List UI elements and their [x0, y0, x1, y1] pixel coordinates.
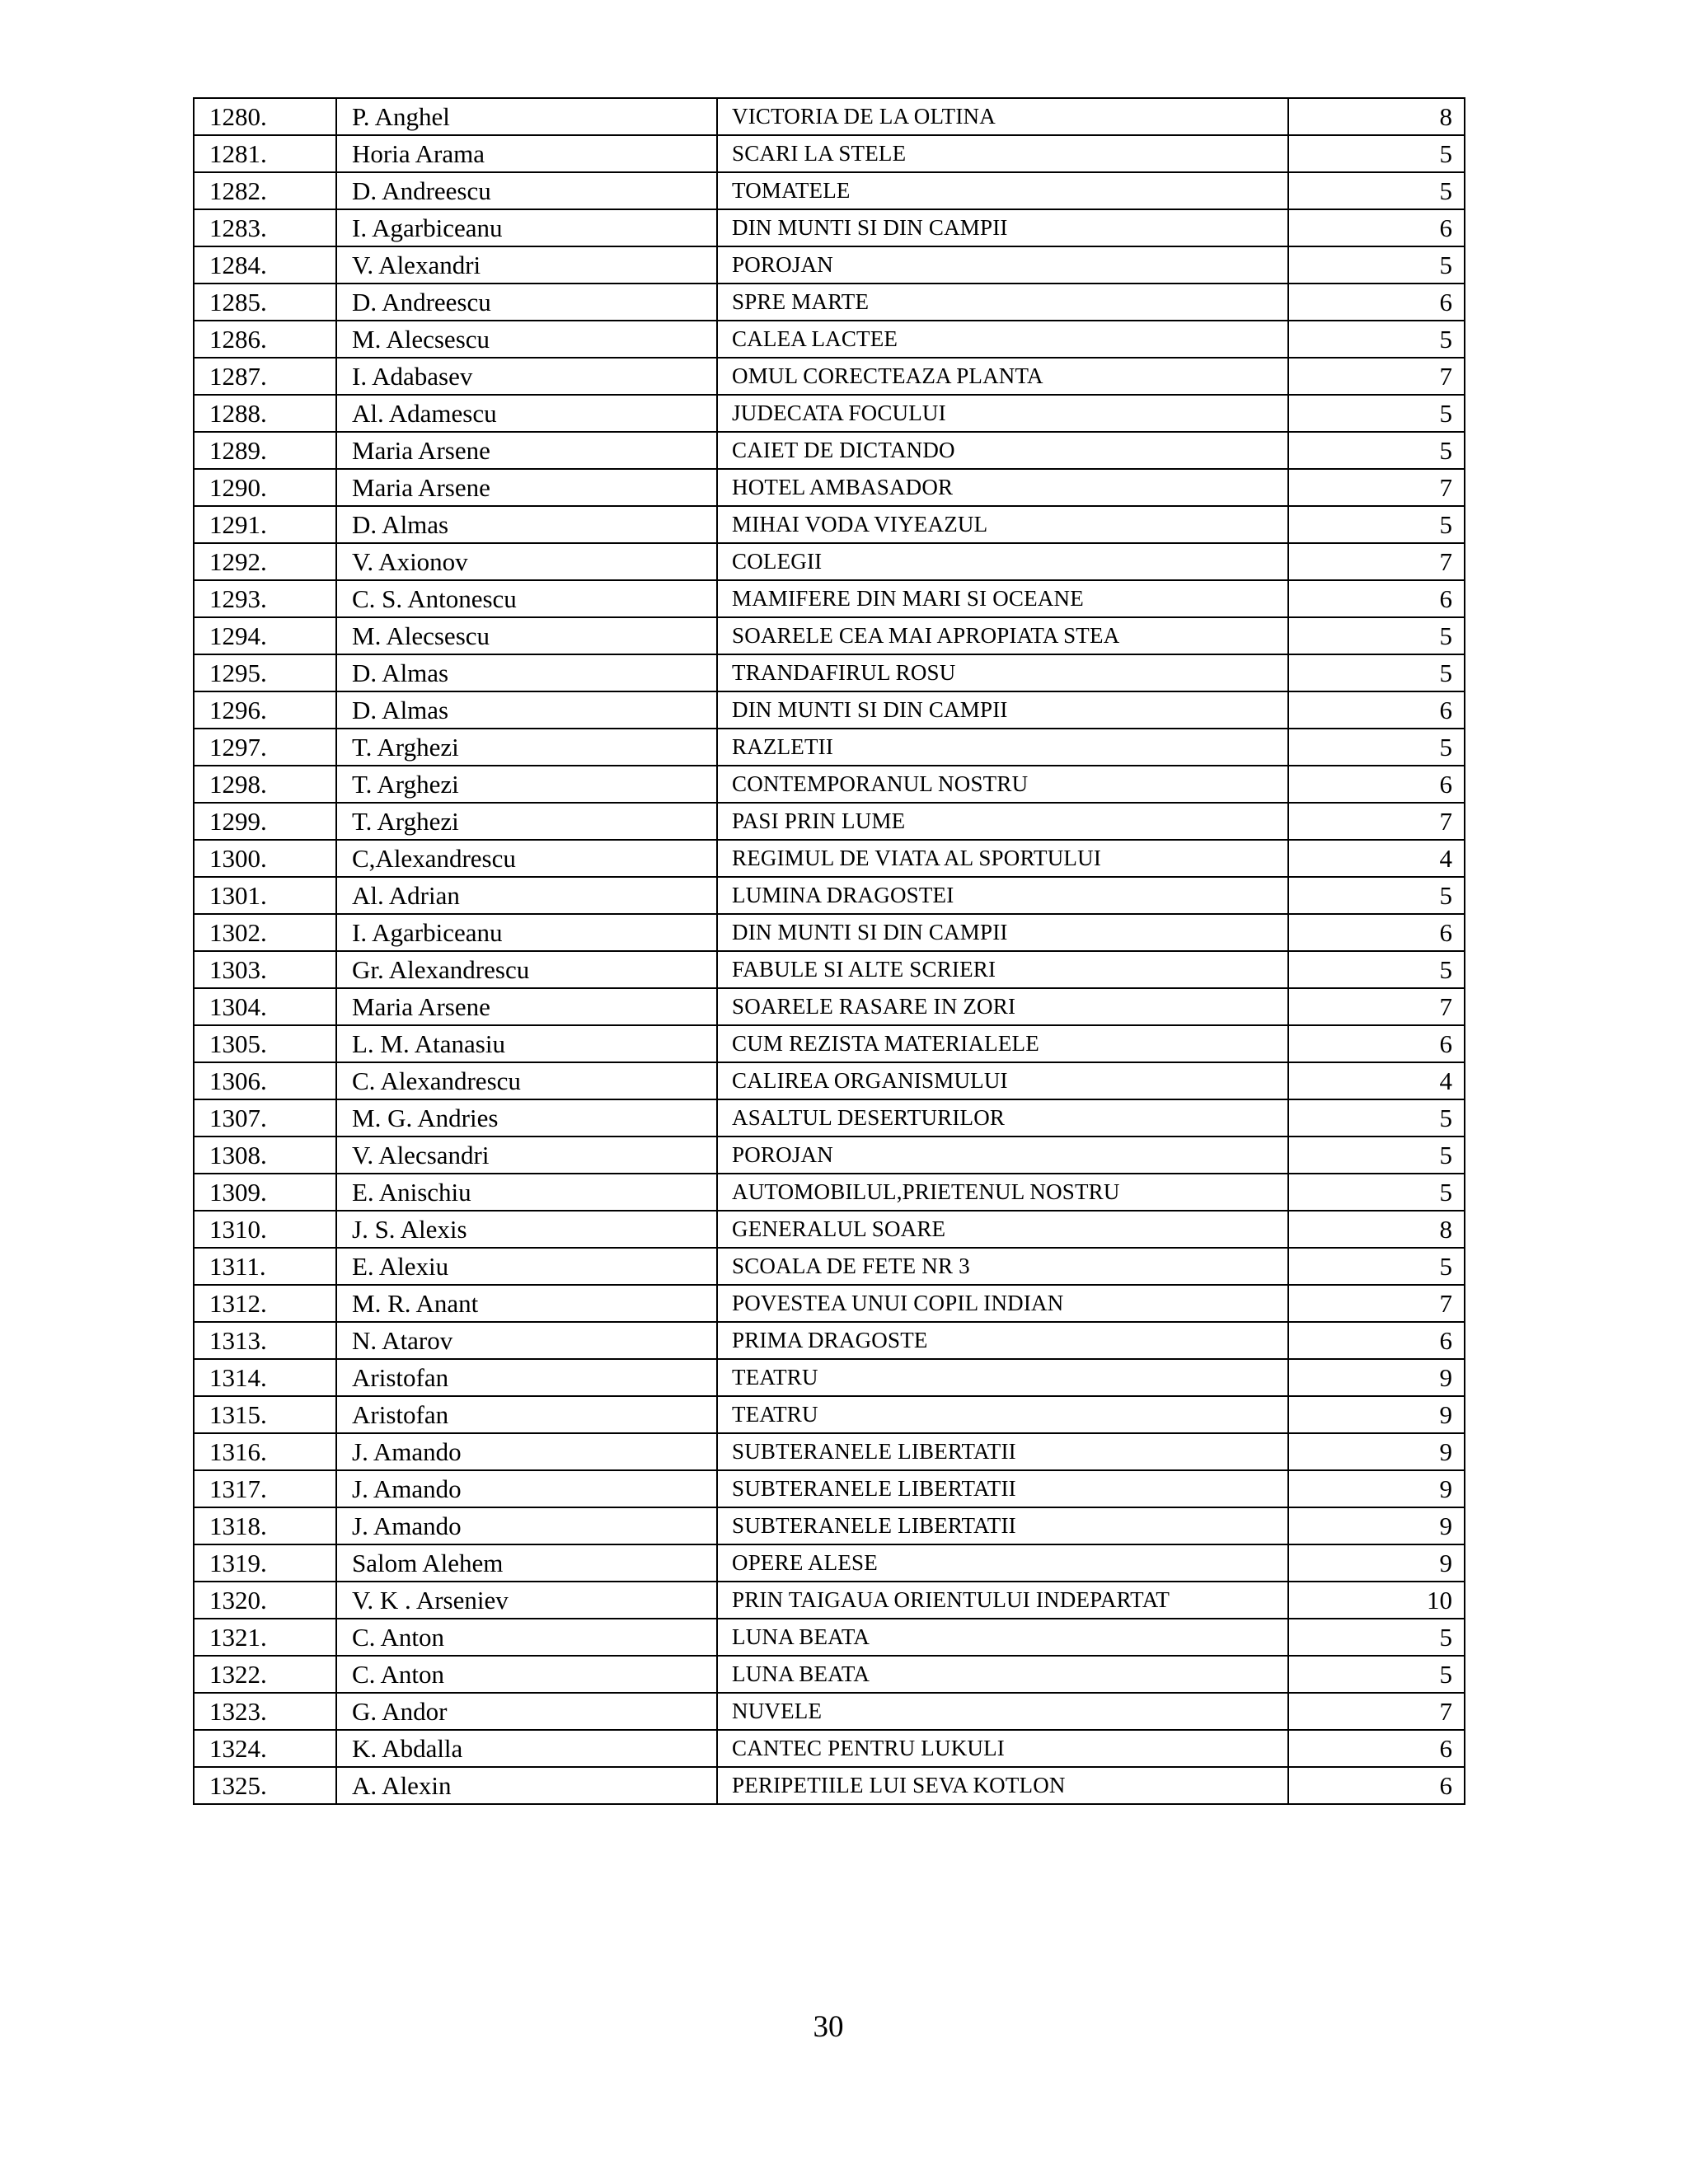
count-cell: 9: [1288, 1396, 1465, 1433]
count-cell: 6: [1288, 1730, 1465, 1767]
title-cell: OMUL CORECTEAZA PLANTA: [717, 358, 1288, 395]
table-row: [194, 506, 1465, 543]
title-cell: CALEA LACTEE: [717, 321, 1288, 358]
table-row: [194, 1693, 1465, 1730]
table-row: [194, 543, 1465, 580]
row-number-cell: 1318.: [194, 1507, 336, 1544]
row-number-cell: 1297.: [194, 729, 336, 766]
author-cell: C. S. Antonescu: [336, 580, 717, 617]
table-row: [194, 1619, 1465, 1656]
row-number-cell: 1304.: [194, 988, 336, 1025]
title-cell: REGIMUL DE VIATA AL SPORTULUI: [717, 840, 1288, 877]
table-row: [194, 654, 1465, 691]
count-cell: 5: [1288, 506, 1465, 543]
title-cell: TEATRU: [717, 1359, 1288, 1396]
table-row: [194, 1174, 1465, 1211]
row-number-cell: 1306.: [194, 1062, 336, 1099]
row-number-cell: 1308.: [194, 1137, 336, 1174]
count-cell: 5: [1288, 395, 1465, 432]
row-number-cell: 1299.: [194, 803, 336, 840]
count-cell: 6: [1288, 691, 1465, 729]
title-cell: SUBTERANELE LIBERTATII: [717, 1470, 1288, 1507]
title-cell: ASALTUL DESERTURILOR: [717, 1099, 1288, 1137]
table-row: [194, 172, 1465, 209]
table-row: [194, 580, 1465, 617]
title-cell: CANTEC PENTRU LUKULI: [717, 1730, 1288, 1767]
author-cell: V. Alecsandri: [336, 1137, 717, 1174]
count-cell: 6: [1288, 1322, 1465, 1359]
table-row: [194, 1025, 1465, 1062]
title-cell: NUVELE: [717, 1693, 1288, 1730]
count-cell: 9: [1288, 1507, 1465, 1544]
count-cell: 7: [1288, 469, 1465, 506]
row-number-cell: 1312.: [194, 1285, 336, 1322]
title-cell: MIHAI VODA VIYEAZUL: [717, 506, 1288, 543]
table-row: [194, 209, 1465, 246]
title-cell: POROJAN: [717, 246, 1288, 284]
row-number-cell: 1320.: [194, 1582, 336, 1619]
title-cell: RAZLETII: [717, 729, 1288, 766]
author-cell: N. Atarov: [336, 1322, 717, 1359]
count-cell: 5: [1288, 1099, 1465, 1137]
title-cell: TRANDAFIRUL ROSU: [717, 654, 1288, 691]
author-cell: M. G. Andries: [336, 1099, 717, 1137]
author-cell: L. M. Atanasiu: [336, 1025, 717, 1062]
author-cell: I. Adabasev: [336, 358, 717, 395]
table-row: [194, 1544, 1465, 1582]
count-cell: 5: [1288, 246, 1465, 284]
count-cell: 5: [1288, 1248, 1465, 1285]
title-cell: CALIREA ORGANISMULUI: [717, 1062, 1288, 1099]
table-row: [194, 1582, 1465, 1619]
author-cell: C,Alexandrescu: [336, 840, 717, 877]
count-cell: 5: [1288, 729, 1465, 766]
author-cell: J. S. Alexis: [336, 1211, 717, 1248]
count-cell: 5: [1288, 617, 1465, 654]
title-cell: MAMIFERE DIN MARI SI OCEANE: [717, 580, 1288, 617]
title-cell: SOARELE CEA MAI APROPIATA STEA: [717, 617, 1288, 654]
table-row: [194, 1099, 1465, 1137]
title-cell: GENERALUL SOARE: [717, 1211, 1288, 1248]
count-cell: 7: [1288, 988, 1465, 1025]
table-row: [194, 914, 1465, 951]
row-number-cell: 1313.: [194, 1322, 336, 1359]
table-row: [194, 321, 1465, 358]
table-row: [194, 1730, 1465, 1767]
title-cell: JUDECATA FOCULUI: [717, 395, 1288, 432]
title-cell: CUM REZISTA MATERIALELE: [717, 1025, 1288, 1062]
title-cell: HOTEL AMBASADOR: [717, 469, 1288, 506]
author-cell: Horia Arama: [336, 135, 717, 172]
author-cell: D. Almas: [336, 654, 717, 691]
title-cell: POVESTEA UNUI COPIL INDIAN: [717, 1285, 1288, 1322]
author-cell: Salom Alehem: [336, 1544, 717, 1582]
author-cell: T. Arghezi: [336, 729, 717, 766]
count-cell: 6: [1288, 284, 1465, 321]
count-cell: 5: [1288, 135, 1465, 172]
table-row: [194, 988, 1465, 1025]
inventory-table: [193, 97, 1465, 1805]
row-number-cell: 1325.: [194, 1767, 336, 1804]
count-cell: 6: [1288, 1767, 1465, 1804]
author-cell: M. Alecsescu: [336, 617, 717, 654]
author-cell: E. Alexiu: [336, 1248, 717, 1285]
author-cell: Maria Arsene: [336, 469, 717, 506]
author-cell: Al. Adrian: [336, 877, 717, 914]
row-number-cell: 1317.: [194, 1470, 336, 1507]
author-cell: C. Anton: [336, 1619, 717, 1656]
count-cell: 5: [1288, 1656, 1465, 1693]
count-cell: 5: [1288, 321, 1465, 358]
row-number-cell: 1285.: [194, 284, 336, 321]
title-cell: LUMINA DRAGOSTEI: [717, 877, 1288, 914]
row-number-cell: 1301.: [194, 877, 336, 914]
author-cell: I. Agarbiceanu: [336, 914, 717, 951]
count-cell: 5: [1288, 172, 1465, 209]
row-number-cell: 1287.: [194, 358, 336, 395]
table-row: [194, 246, 1465, 284]
row-number-cell: 1311.: [194, 1248, 336, 1285]
row-number-cell: 1305.: [194, 1025, 336, 1062]
count-cell: 6: [1288, 580, 1465, 617]
author-cell: D. Andreescu: [336, 284, 717, 321]
author-cell: V. K . Arseniev: [336, 1582, 717, 1619]
table-row: [194, 98, 1465, 135]
author-cell: D. Almas: [336, 691, 717, 729]
table-row: [194, 1767, 1465, 1804]
title-cell: DIN MUNTI SI DIN CAMPII: [717, 209, 1288, 246]
count-cell: 5: [1288, 1619, 1465, 1656]
author-cell: P. Anghel: [336, 98, 717, 135]
table-row: [194, 135, 1465, 172]
title-cell: SCARI LA STELE: [717, 135, 1288, 172]
title-cell: OPERE ALESE: [717, 1544, 1288, 1582]
row-number-cell: 1293.: [194, 580, 336, 617]
row-number-cell: 1324.: [194, 1730, 336, 1767]
title-cell: SCOALA DE FETE NR 3: [717, 1248, 1288, 1285]
count-cell: 8: [1288, 98, 1465, 135]
table-row: [194, 1359, 1465, 1396]
table-row: [194, 1137, 1465, 1174]
count-cell: 6: [1288, 1025, 1465, 1062]
table-row: [194, 1062, 1465, 1099]
table-body: [194, 98, 1465, 1804]
title-cell: FABULE SI ALTE SCRIERI: [717, 951, 1288, 988]
table-row: [194, 1248, 1465, 1285]
title-cell: SUBTERANELE LIBERTATII: [717, 1507, 1288, 1544]
count-cell: 7: [1288, 1285, 1465, 1322]
author-cell: Maria Arsene: [336, 432, 717, 469]
author-cell: A. Alexin: [336, 1767, 717, 1804]
table-row: [194, 877, 1465, 914]
title-cell: CONTEMPORANUL NOSTRU: [717, 766, 1288, 803]
author-cell: V. Alexandri: [336, 246, 717, 284]
count-cell: 5: [1288, 432, 1465, 469]
row-number-cell: 1302.: [194, 914, 336, 951]
author-cell: C. Anton: [336, 1656, 717, 1693]
table-row: [194, 358, 1465, 395]
count-cell: 5: [1288, 951, 1465, 988]
row-number-cell: 1323.: [194, 1693, 336, 1730]
count-cell: 5: [1288, 1174, 1465, 1211]
table-row: [194, 1470, 1465, 1507]
title-cell: PERIPETIILE LUI SEVA KOTLON: [717, 1767, 1288, 1804]
table-row: [194, 469, 1465, 506]
count-cell: 9: [1288, 1433, 1465, 1470]
count-cell: 7: [1288, 1693, 1465, 1730]
title-cell: DIN MUNTI SI DIN CAMPII: [717, 914, 1288, 951]
author-cell: D. Andreescu: [336, 172, 717, 209]
row-number-cell: 1284.: [194, 246, 336, 284]
title-cell: LUNA BEATA: [717, 1656, 1288, 1693]
row-number-cell: 1281.: [194, 135, 336, 172]
author-cell: J. Amando: [336, 1470, 717, 1507]
table-row: [194, 766, 1465, 803]
row-number-cell: 1309.: [194, 1174, 336, 1211]
count-cell: 9: [1288, 1470, 1465, 1507]
author-cell: T. Arghezi: [336, 766, 717, 803]
table-row: [194, 1507, 1465, 1544]
title-cell: SPRE MARTE: [717, 284, 1288, 321]
row-number-cell: 1292.: [194, 543, 336, 580]
count-cell: 8: [1288, 1211, 1465, 1248]
title-cell: CAIET DE DICTANDO: [717, 432, 1288, 469]
row-number-cell: 1295.: [194, 654, 336, 691]
table-row: [194, 284, 1465, 321]
author-cell: J. Amando: [336, 1433, 717, 1470]
table-row: [194, 840, 1465, 877]
author-cell: D. Almas: [336, 506, 717, 543]
count-cell: 4: [1288, 840, 1465, 877]
table-row: [194, 395, 1465, 432]
table-row: [194, 1285, 1465, 1322]
count-cell: 5: [1288, 877, 1465, 914]
row-number-cell: 1286.: [194, 321, 336, 358]
count-cell: 7: [1288, 358, 1465, 395]
author-cell: E. Anischiu: [336, 1174, 717, 1211]
author-cell: Aristofan: [336, 1396, 717, 1433]
row-number-cell: 1290.: [194, 469, 336, 506]
row-number-cell: 1314.: [194, 1359, 336, 1396]
table-row: [194, 729, 1465, 766]
count-cell: 5: [1288, 1137, 1465, 1174]
row-number-cell: 1322.: [194, 1656, 336, 1693]
author-cell: M. R. Anant: [336, 1285, 717, 1322]
count-cell: 6: [1288, 766, 1465, 803]
count-cell: 10: [1288, 1582, 1465, 1619]
row-number-cell: 1288.: [194, 395, 336, 432]
row-number-cell: 1294.: [194, 617, 336, 654]
title-cell: POROJAN: [717, 1137, 1288, 1174]
row-number-cell: 1300.: [194, 840, 336, 877]
title-cell: LUNA BEATA: [717, 1619, 1288, 1656]
author-cell: G. Andor: [336, 1693, 717, 1730]
row-number-cell: 1307.: [194, 1099, 336, 1137]
author-cell: Maria Arsene: [336, 988, 717, 1025]
row-number-cell: 1319.: [194, 1544, 336, 1582]
title-cell: PASI PRIN LUME: [717, 803, 1288, 840]
count-cell: 6: [1288, 209, 1465, 246]
page-number: 30: [813, 2010, 844, 2044]
count-cell: 7: [1288, 543, 1465, 580]
author-cell: M. Alecsescu: [336, 321, 717, 358]
row-number-cell: 1291.: [194, 506, 336, 543]
row-number-cell: 1280.: [194, 98, 336, 135]
row-number-cell: 1296.: [194, 691, 336, 729]
author-cell: Gr. Alexandrescu: [336, 951, 717, 988]
title-cell: TEATRU: [717, 1396, 1288, 1433]
count-cell: 9: [1288, 1544, 1465, 1582]
table-row: [194, 1396, 1465, 1433]
row-number-cell: 1315.: [194, 1396, 336, 1433]
title-cell: TOMATELE: [717, 172, 1288, 209]
author-cell: K. Abdalla: [336, 1730, 717, 1767]
row-number-cell: 1316.: [194, 1433, 336, 1470]
count-cell: 5: [1288, 654, 1465, 691]
row-number-cell: 1303.: [194, 951, 336, 988]
row-number-cell: 1289.: [194, 432, 336, 469]
count-cell: 7: [1288, 803, 1465, 840]
title-cell: AUTOMOBILUL,PRIETENUL NOSTRU: [717, 1174, 1288, 1211]
table-row: [194, 691, 1465, 729]
table-row: [194, 432, 1465, 469]
row-number-cell: 1310.: [194, 1211, 336, 1248]
table-row: [194, 1322, 1465, 1359]
author-cell: I. Agarbiceanu: [336, 209, 717, 246]
count-cell: 6: [1288, 914, 1465, 951]
table-row: [194, 617, 1465, 654]
table-row: [194, 1211, 1465, 1248]
table-row: [194, 1433, 1465, 1470]
author-cell: J. Amando: [336, 1507, 717, 1544]
table-row: [194, 1656, 1465, 1693]
row-number-cell: 1321.: [194, 1619, 336, 1656]
title-cell: SOARELE RASARE IN ZORI: [717, 988, 1288, 1025]
author-cell: C. Alexandrescu: [336, 1062, 717, 1099]
title-cell: DIN MUNTI SI DIN CAMPII: [717, 691, 1288, 729]
author-cell: T. Arghezi: [336, 803, 717, 840]
row-number-cell: 1282.: [194, 172, 336, 209]
count-cell: 4: [1288, 1062, 1465, 1099]
author-cell: Al. Adamescu: [336, 395, 717, 432]
row-number-cell: 1298.: [194, 766, 336, 803]
author-cell: V. Axionov: [336, 543, 717, 580]
title-cell: PRIN TAIGAUA ORIENTULUI INDEPARTAT: [717, 1582, 1288, 1619]
author-cell: Aristofan: [336, 1359, 717, 1396]
title-cell: VICTORIA DE LA OLTINA: [717, 98, 1288, 135]
title-cell: PRIMA DRAGOSTE: [717, 1322, 1288, 1359]
table-row: [194, 951, 1465, 988]
count-cell: 9: [1288, 1359, 1465, 1396]
table-row: [194, 803, 1465, 840]
row-number-cell: 1283.: [194, 209, 336, 246]
title-cell: SUBTERANELE LIBERTATII: [717, 1433, 1288, 1470]
title-cell: COLEGII: [717, 543, 1288, 580]
